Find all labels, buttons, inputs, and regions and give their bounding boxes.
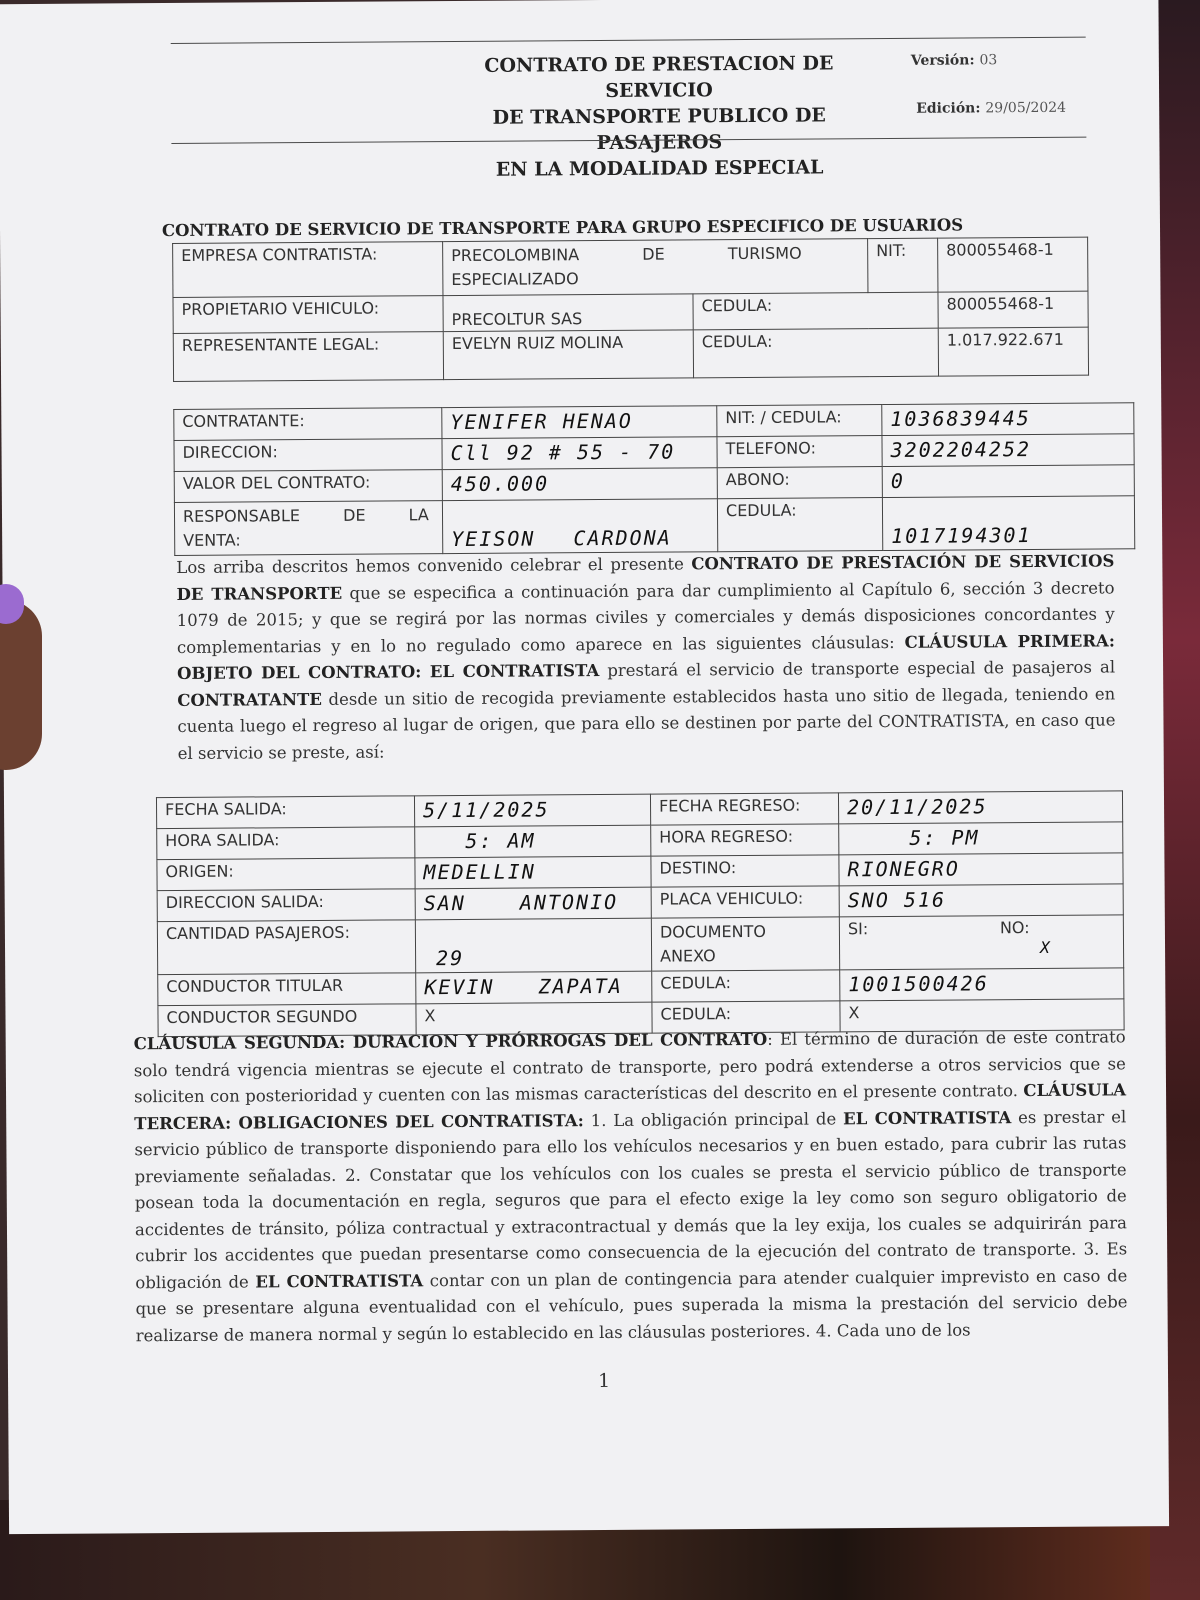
nit-cedula-label: NIT: / CEDULA:: [717, 405, 882, 437]
conductor-segundo-cedula-value: X: [840, 999, 1124, 1032]
propietario-label: PROPIETARIO VEHICULO:: [173, 296, 443, 334]
propietario-cedula-label: CEDULA:: [693, 292, 938, 330]
telefono-label: TELEFONO:: [717, 436, 882, 468]
no-label: NO:: [999, 918, 1030, 938]
responsable-value: YEISON CARDONA: [442, 499, 717, 554]
conductor-segundo-cedula-label: CEDULA:: [652, 1001, 840, 1033]
section-title: CONTRATO DE SERVICIO DE TRANSPORTE PARA GRUPO ESPECIFICO DE USUARIOS: [161, 215, 964, 241]
propietario-cedula-value: 800055468-1: [938, 291, 1088, 328]
documento-anexo-label: [651, 917, 839, 971]
conductor-segundo-value: X: [416, 1002, 652, 1035]
title-line-2: DE TRANSPORTE PUBLICO DE PASAJEROS: [492, 104, 826, 155]
intro-text-2: que se especifica a continuación para dar cumplimiento al Capítulo 6, sección 3 decreto 1079 de 2015; y que se regirá por las normas civiles y comerciales y demás disposiciones concordantes y complementarias y en lo no regulado como aparece en las siguientes cláusulas:: [176, 577, 1115, 657]
intro-text-3: prestará el servicio de transporte especial de pasajeros al: [599, 657, 1116, 681]
origen-label: ORIGEN:: [157, 858, 415, 891]
empresa-value-line1: PRECOLOMBINA DE TURISMO: [451, 243, 802, 266]
documento-label-line2: ANEXO: [660, 946, 716, 966]
fecha-regreso-value: 20/11/2025: [838, 791, 1122, 824]
conductor-segundo-label: CONDUCTOR SEGUNDO: [158, 1004, 416, 1037]
conductor-titular-cedula-label: CEDULA:: [652, 970, 840, 1002]
cantidad-value: 29: [415, 918, 651, 973]
no-mark: X: [1039, 937, 1052, 957]
fecha-salida-label: FECHA SALIDA:: [156, 796, 414, 829]
intro-bold-3: CONTRATANTE: [177, 689, 322, 710]
nit-cedula-value: 1036839445: [882, 403, 1134, 436]
abono-value: 0: [882, 465, 1134, 498]
clause-text-3: es prestar el servicio público de transporte disponiendo para ello los vehículos necesarios y en buen estado, para cubrir las rutas previamente señaladas. 2. Constatar que los vehículos con los cuales se presta el servicio público de transporte posean toda la documentación en regla, seguros que para el efecto exige la ley como son seguro obligatorio de accidentes de tránsito, póliza contractual y extracontractual y demás que la ley exija, los cuales se adquirirán para cubrir los accidentes que puedan presentarse como consecuencia de la ejecución del contrato de transporte. 3. Es obligación de: [134, 1106, 1128, 1292]
fecha-salida-value: 5/11/2025: [414, 794, 650, 827]
representante-value: EVELYN RUIZ MOLINA: [443, 330, 693, 380]
client-table: [173, 402, 1135, 556]
direccion-label: DIRECCION:: [174, 439, 442, 472]
responsable-label: [174, 501, 442, 556]
intro-text-4: desde un sitio de recogida previamente establecidos hasta uno sitio de llegada, teniendo en cuenta luego el regreso al lugar de origen, que para ello se destinen por parte del CONTRATISTA, en caso que el servicio se preste, así:: [177, 683, 1116, 763]
hora-regreso-label: HORA REGRESO:: [651, 824, 839, 856]
destino-value: RIONEGRO: [839, 853, 1123, 886]
edition-value: 29/05/2024: [985, 99, 1067, 117]
conductor-titular-value: KEVIN ZAPATA: [416, 971, 652, 1004]
conductor-titular-label: CONDUCTOR TITULAR: [158, 973, 416, 1006]
version-value: 03: [979, 52, 998, 69]
trip-table: [156, 790, 1125, 1037]
clause-bold-contratista-1: EL CONTRATISTA: [843, 1107, 1012, 1128]
intro-text-1: Los arriba descritos hemos convenido celebrar el presente: [176, 554, 692, 577]
nit-label: NIT:: [868, 238, 938, 292]
edition-field: [916, 100, 1066, 117]
responsable-label-line2: VENTA:: [183, 530, 241, 550]
empresa-value-line2: ESPECIALIZADO: [451, 269, 579, 290]
edition-label: Edición:: [916, 100, 981, 117]
direccion-salida-label: DIRECCION SALIDA:: [157, 889, 415, 922]
header-top-rule: [171, 37, 1086, 44]
clause-text-4: contar con un plan de contingencia para atender cualquier imprevisto en caso de que se presentare alguna eventualidad con el vehículo, pues superada la misma la prestación del servicio debe realizarse de manera normal y según lo establecido en las cláusulas posteriores. 4. Cada uno de los: [135, 1265, 1128, 1345]
clause-bold-contratista-2: EL CONTRATISTA: [255, 1270, 424, 1291]
valor-label: VALOR DEL CONTRATO:: [174, 470, 442, 503]
documento-label-line1: DOCUMENTO: [659, 921, 767, 942]
responsable-cedula-label: CEDULA:: [717, 498, 882, 552]
conductor-titular-cedula-value: 1001500426: [840, 968, 1124, 1001]
company-table: [172, 237, 1089, 382]
fecha-regreso-label: FECHA REGRESO:: [650, 793, 838, 825]
clause-second-heading: CLÁUSULA SEGUNDA: DURACION Y PRÓRROGAS DEL CONTRATO: [133, 1029, 768, 1054]
hora-salida-value: 5: AM: [415, 825, 651, 858]
title-line-1: CONTRATO DE PRESTACION DE SERVICIO: [484, 52, 834, 102]
thumb: [0, 600, 42, 770]
si-label: SI:: [847, 919, 869, 939]
clauses-paragraph: [134, 1024, 1128, 1349]
clause-text-1: : El término de duración de este contrato solo tendrá vigencia mientras se ejecute el contrato de transporte, pero podrá extenderse a otros servicios que se soliciten con posterioridad y cuenten con las mismas características del descrito en el presente contrato.: [133, 1027, 1126, 1107]
direccion-salida-value: SAN ANTONIO: [415, 887, 651, 920]
clause-text-2: 1. La obligación principal de: [583, 1108, 844, 1130]
title-line-3: EN LA MODALIDAD ESPECIAL: [495, 156, 824, 181]
hora-salida-label: HORA SALIDA:: [157, 827, 415, 860]
representante-cedula-label: CEDULA:: [693, 328, 938, 378]
propietario-value: PRECOLTUR SAS: [443, 294, 693, 332]
nit-value: 800055468-1: [938, 237, 1088, 292]
abono-label: ABONO:: [717, 467, 882, 499]
representante-cedula-value: 1.017.922.671: [938, 327, 1088, 376]
placa-value: SNO 516: [839, 884, 1123, 917]
version-label: Versión:: [910, 52, 975, 69]
intro-bold-2: CLÁUSULA PRIMERA: OBJETO DEL CONTRATO: EL CONTRATISTA: [177, 630, 1115, 683]
version-field: [911, 52, 998, 69]
empresa-label: EMPRESA CONTRATISTA:: [173, 242, 443, 298]
documento-anexo-options: [839, 915, 1123, 970]
destino-label: DESTINO:: [651, 855, 839, 887]
intro-paragraph: [176, 548, 1115, 767]
valor-value: 450.000: [442, 468, 717, 501]
intro-bold-1: CONTRATO DE PRESTACIÓN DE SERVICIOS DE TRANSPORTE: [176, 551, 1115, 604]
empresa-value: [443, 239, 868, 296]
contratante-value: YENIFER HENAO: [442, 406, 717, 439]
placa-label: PLACA VEHICULO:: [651, 886, 839, 918]
telefono-value: 3202204252: [882, 434, 1134, 467]
hora-regreso-value: 5: PM: [839, 822, 1123, 855]
cantidad-label: CANTIDAD PASAJEROS:: [157, 920, 415, 975]
responsable-cedula-value: 1017194301: [882, 496, 1134, 551]
representante-label: REPRESENTANTE LEGAL:: [173, 332, 443, 382]
origen-value: MEDELLIN: [415, 856, 651, 889]
responsable-label-line1: RESPONSABLE DE LA: [182, 505, 429, 526]
contratante-label: CONTRATANTE:: [174, 408, 442, 441]
clause-third-heading: CLÁUSULA TERCERA: OBLIGACIONES DEL CONTRATISTA:: [134, 1080, 1127, 1133]
page-number: 1: [597, 1369, 611, 1393]
direccion-value: Cll 92 # 55 - 70: [442, 437, 717, 470]
document-title: [439, 50, 880, 183]
